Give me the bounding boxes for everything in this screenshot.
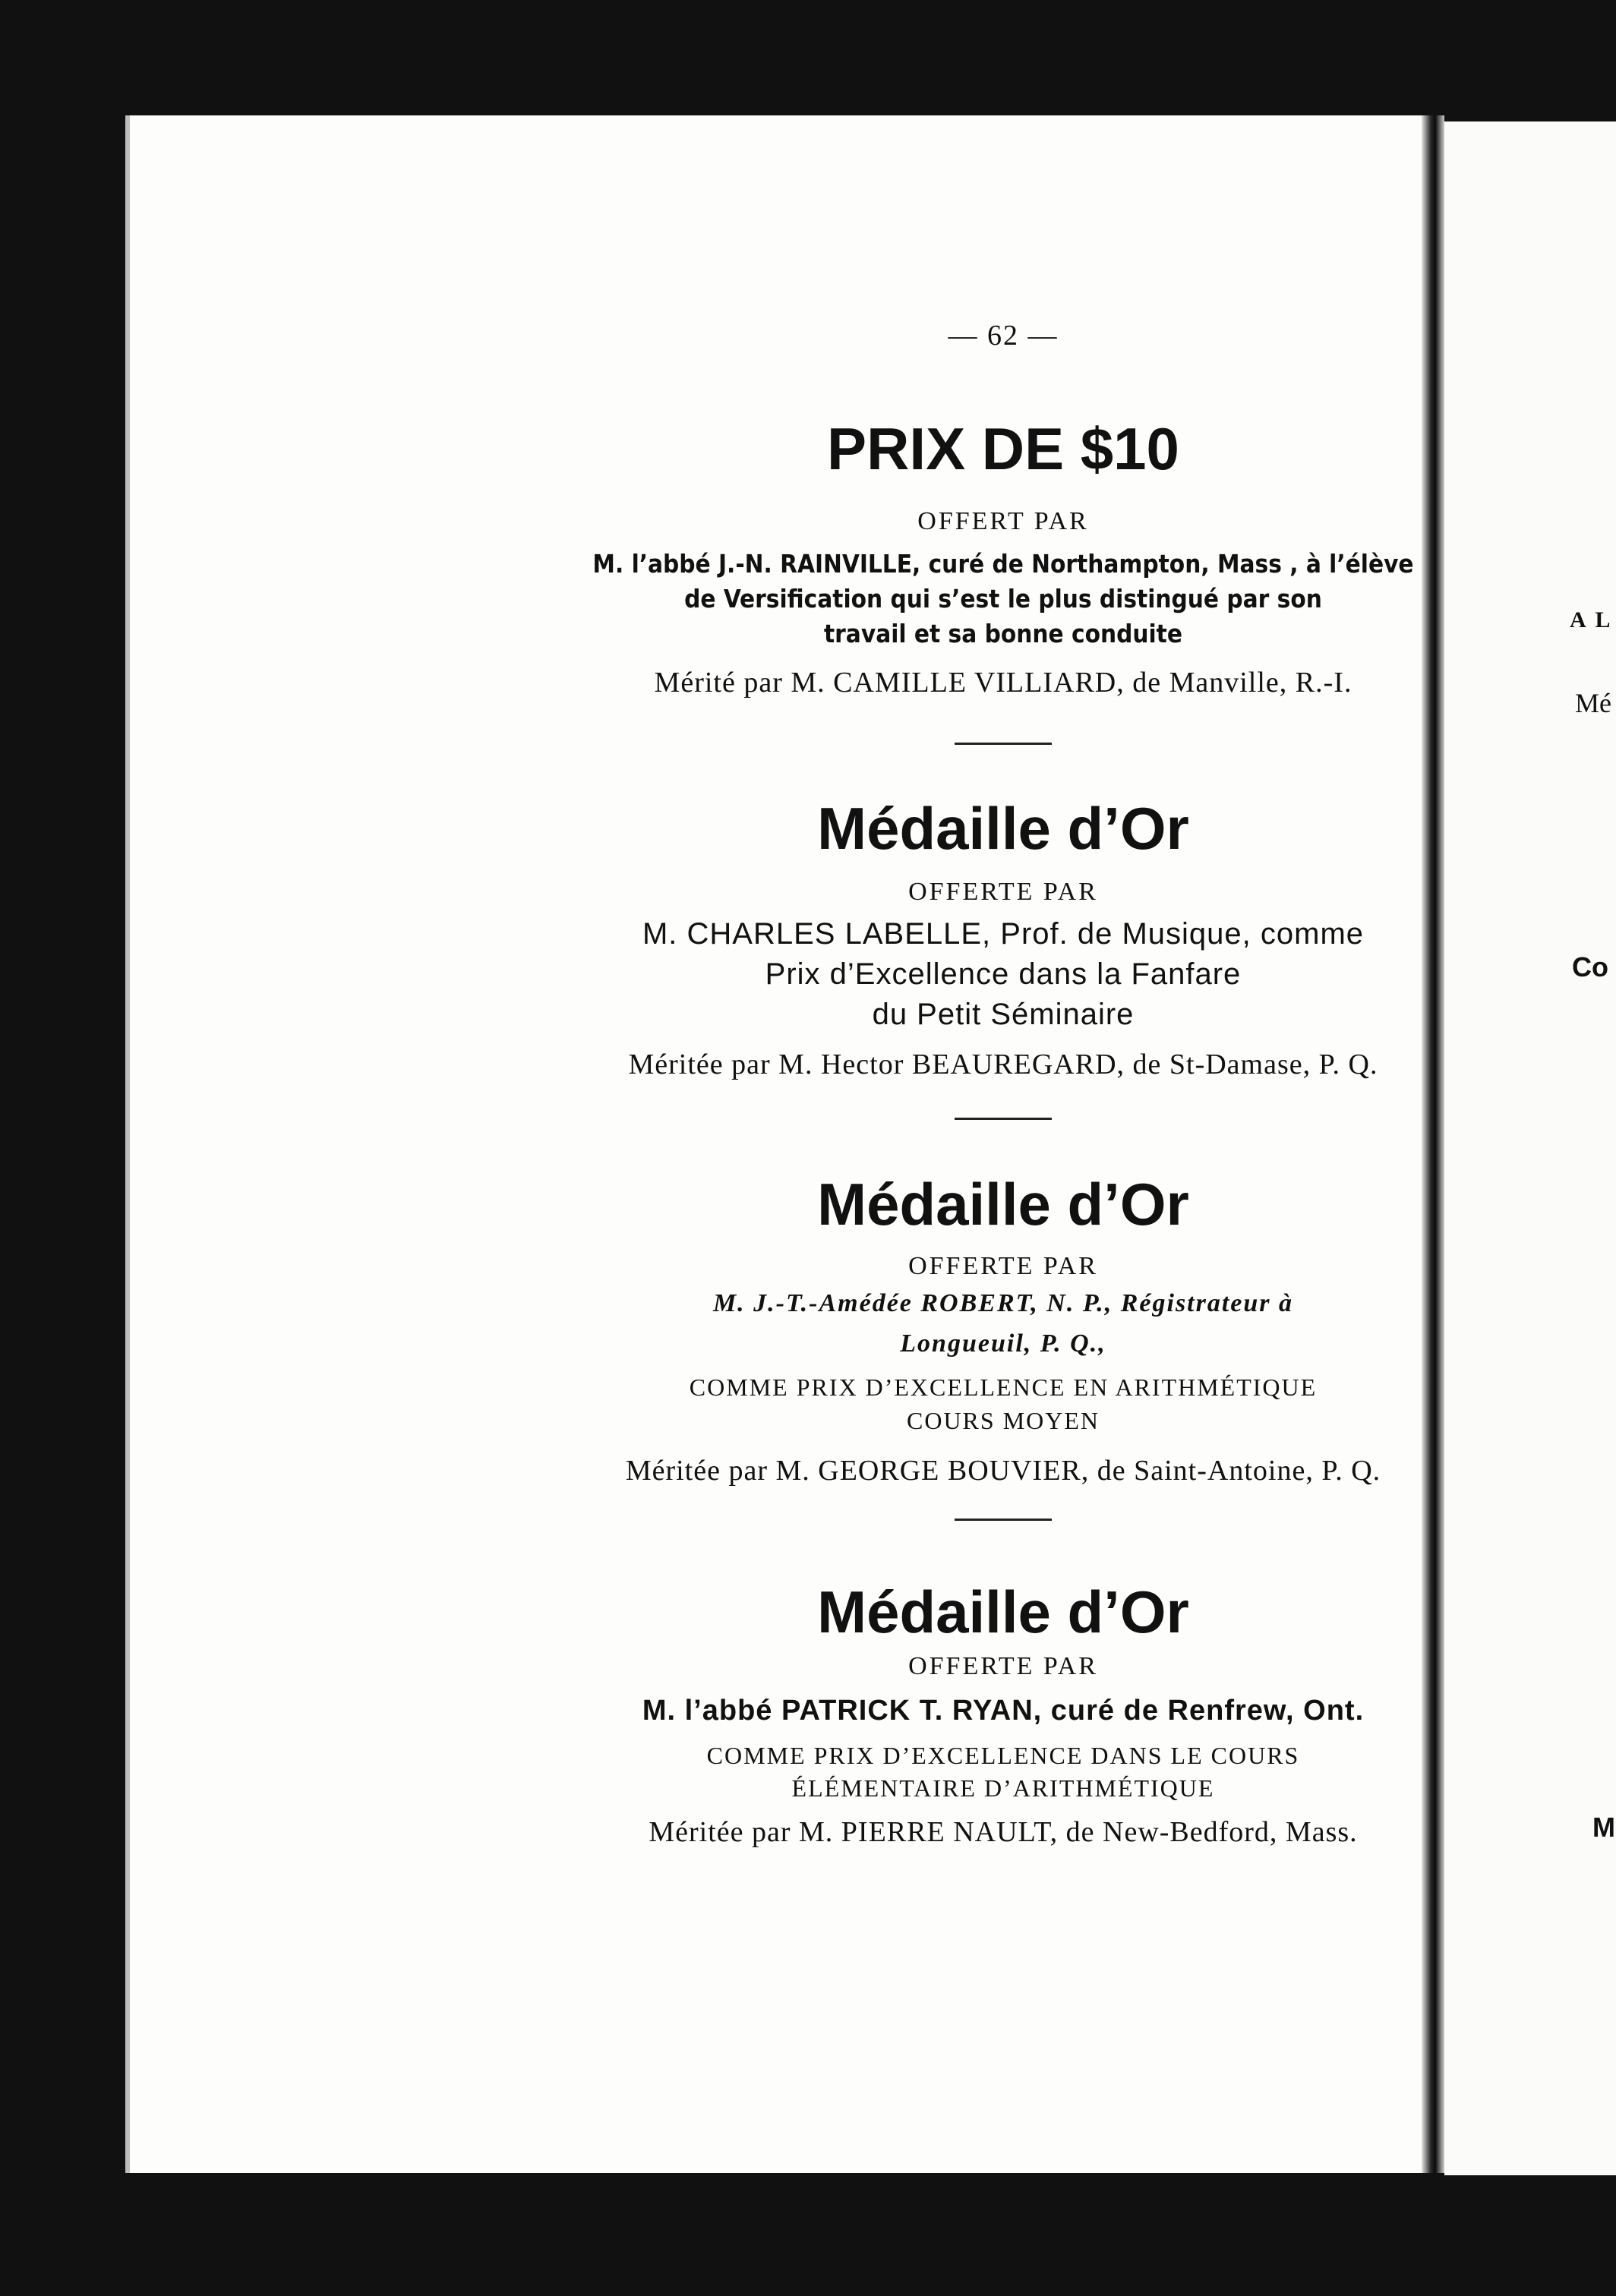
section-divider <box>955 1519 1052 1521</box>
donor-line: travail et sa bonne conduite <box>823 619 1183 649</box>
merit-line: Méritée par M. GEORGE BOUVIER, de Saint-Antoine, P. Q. <box>625 1454 1381 1487</box>
merit-line: Mérité par M. CAMILLE VILLIARD, de Manville, R.-I. <box>654 666 1352 699</box>
page-number: — 62 — <box>948 320 1059 352</box>
section-divider <box>955 743 1052 745</box>
fragment-text: M <box>1592 1812 1615 1843</box>
book-gutter <box>1422 115 1444 2173</box>
donor-line: M. l’abbé PATRICK T. RYAN, curé de Renfrew, Ont. <box>642 1695 1365 1727</box>
donor-line: M. J.-T.-Amédée ROBERT, N. P., Régistrateur à <box>712 1289 1294 1317</box>
donor-line: M. l’abbé J.-N. RAINVILLE, curé de Northampton, Mass , à l’élève <box>592 549 1414 579</box>
section-title: Médaille d’Or <box>817 1171 1189 1238</box>
prize-section-4 <box>494 1578 1512 1849</box>
prize-section-3 <box>494 1171 1512 1487</box>
offered-by: OFFERT PAR <box>917 507 1089 535</box>
subject-line: COMME PRIX D’EXCELLENCE EN ARITHMÉTIQUE <box>689 1374 1318 1402</box>
offered-by: OFFERTE PAR <box>908 878 1098 906</box>
donor-line: M. CHARLES LABELLE, Prof. de Musique, comme <box>642 917 1365 951</box>
donor-line: de Versification qui s’est le plus distingué par son <box>684 584 1322 614</box>
fragment-text: A L <box>1570 607 1613 632</box>
fragment-text: Mé <box>1575 688 1611 718</box>
section-title: Médaille d’Or <box>817 795 1189 862</box>
subject-line: COURS MOYEN <box>906 1406 1100 1434</box>
donor-line: du Petit Séminaire <box>872 997 1135 1031</box>
section-divider <box>955 1118 1052 1120</box>
offered-by: OFFERTE PAR <box>908 1652 1098 1680</box>
merit-line: Méritée par M. PIERRE NAULT, de New-Bedford, Mass. <box>649 1816 1358 1849</box>
donor-line: Prix d’Excellence dans la Fanfare <box>765 957 1242 991</box>
donor-line: Longueuil, P. Q., <box>900 1329 1106 1358</box>
subject-line: ÉLÉMENTAIRE D’ARITHMÉTIQUE <box>791 1774 1215 1802</box>
offered-by: OFFERTE PAR <box>908 1252 1098 1280</box>
adjacent-page-edge <box>1444 121 1616 2175</box>
prize-section-2 <box>494 795 1512 1081</box>
section-title: Médaille d’Or <box>817 1578 1189 1645</box>
book-page <box>125 115 1436 2173</box>
fragment-text: Co <box>1572 951 1608 982</box>
subject-line: COMME PRIX D’EXCELLENCE DANS LE COURS <box>706 1742 1300 1769</box>
prize-section-1 <box>494 415 1512 699</box>
section-title: PRIX DE $10 <box>827 415 1179 482</box>
merit-line: Méritée par M. Hector BEAUREGARD, de St-Damase, P. Q. <box>628 1049 1378 1081</box>
